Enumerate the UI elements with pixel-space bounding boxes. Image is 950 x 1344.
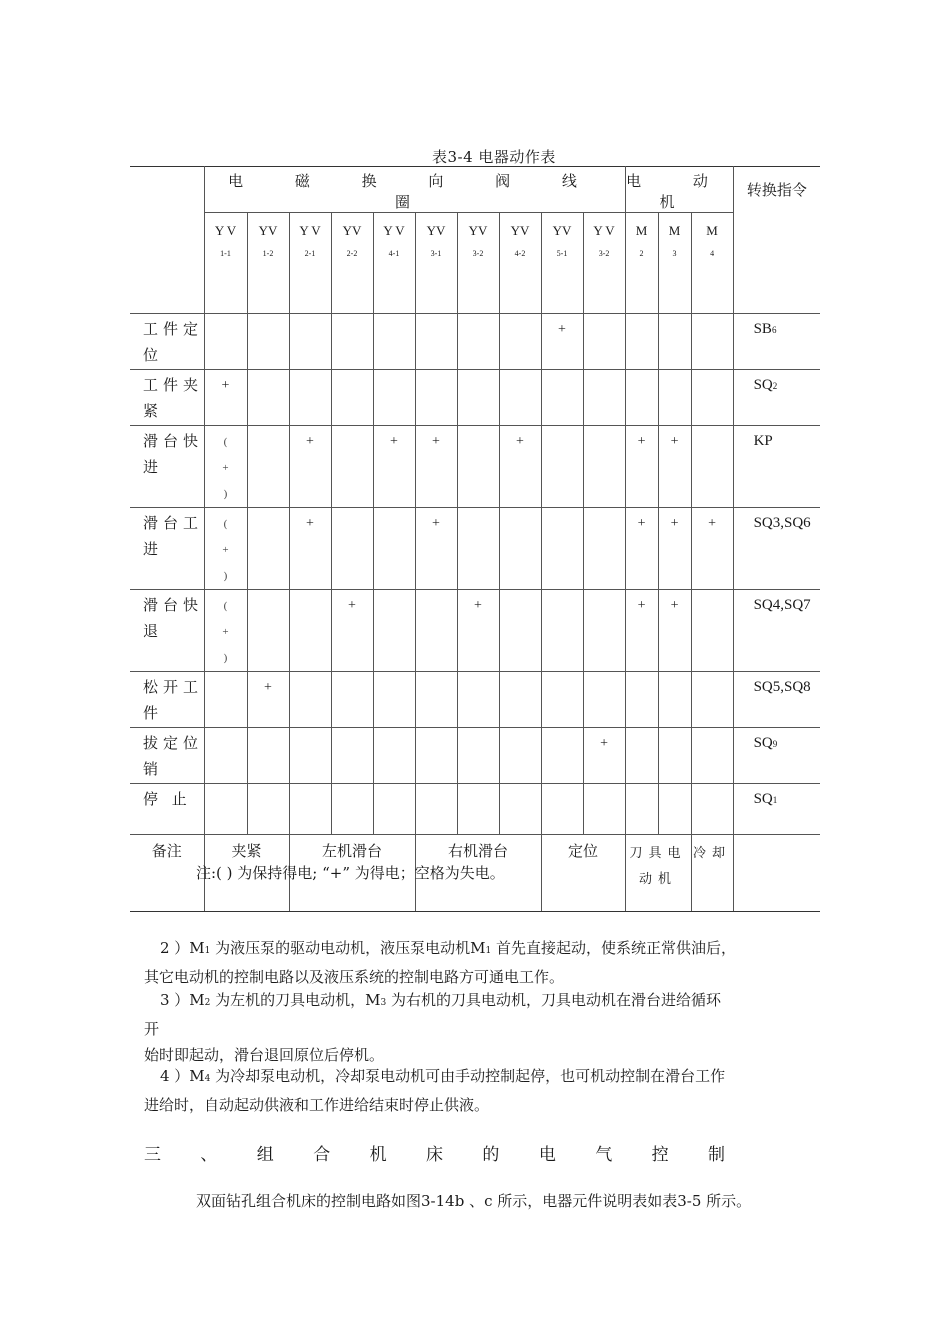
col-header: [289, 213, 331, 314]
table-cell: [541, 784, 583, 835]
energized-mark: +: [691, 508, 733, 590]
row-label: 停 止: [130, 784, 204, 835]
energized-mark: +: [204, 370, 247, 426]
command-text: SQ5,SQ8: [753, 679, 811, 695]
col-header: [625, 213, 658, 314]
table-cell: [691, 672, 733, 728]
table-cell: [583, 784, 625, 835]
note-tool-motor: 刀具电动机: [625, 835, 691, 912]
table-cell: [204, 784, 247, 835]
table-cell: [499, 672, 541, 728]
table-cell: [499, 314, 541, 370]
paragraph-4: 4 ）M4 为冷却泵电动机，冷却泵电动机可由手动控制起停，也可机动控制在滑台工作 进给时，自动起动供液和工作进给结束时停止供液。: [144, 1067, 726, 1114]
col-header-sub: 2-2: [346, 249, 358, 258]
command-text: SQ: [753, 791, 773, 807]
table-cell: [457, 784, 499, 835]
table-cell: [415, 672, 457, 728]
notes-label: 备注: [130, 835, 204, 912]
col-header: [499, 213, 541, 314]
table-cell: [373, 314, 415, 370]
note-clamp: 夹紧: [204, 835, 289, 912]
energized-mark: +: [658, 508, 691, 590]
command-subscript: 2: [772, 381, 778, 391]
table-cell: [204, 728, 247, 784]
col-header: [331, 213, 373, 314]
col-header: [541, 213, 583, 314]
convert-command: [733, 784, 820, 835]
col-header-sub: 5-1: [556, 249, 568, 258]
table-cell: [457, 672, 499, 728]
row-label: 松开工件: [130, 672, 204, 728]
energized-mark: +: [541, 314, 583, 370]
table-cell: [499, 590, 541, 672]
table-cell: [331, 508, 373, 590]
held-mark: ( + ): [204, 590, 247, 672]
table-cell: [658, 784, 691, 835]
table-cell: [691, 426, 733, 508]
table-cell: [331, 784, 373, 835]
table-cell: [691, 370, 733, 426]
table-row: [130, 370, 820, 426]
table-cell: [289, 784, 331, 835]
command-subscript: 6: [771, 325, 777, 335]
convert-command: [733, 314, 820, 370]
note-cooling: 冷却: [691, 835, 733, 912]
table-cell: [204, 672, 247, 728]
section-heading: 三 、 组 合 机 床 的 电 气 控 制: [144, 1145, 743, 1165]
convert-header: 转换指令: [733, 167, 820, 314]
table-cell: [457, 314, 499, 370]
col-header: [691, 213, 733, 314]
col-header: [415, 213, 457, 314]
table-cell: [247, 426, 289, 508]
table-cell: [289, 672, 331, 728]
col-header-sub: 3-2: [598, 249, 610, 258]
table-cell: [415, 370, 457, 426]
table-cell: [247, 590, 289, 672]
table-cell: [457, 426, 499, 508]
col-header-sub: 1-1: [220, 249, 231, 258]
table-cell: [457, 508, 499, 590]
col-header-sub: 3-1: [430, 249, 442, 258]
table-cell: [691, 784, 733, 835]
command-text: SB: [753, 321, 772, 337]
paragraph-3: 3 ）M2 为左机的刀具电动机，M3 为右机的刀具电动机，刀具电动机在滑台进给循环 开 始时即起动，滑台退回原位后停机。: [144, 991, 722, 1064]
table-cell: [625, 784, 658, 835]
table-cell: [331, 672, 373, 728]
table-cell: [583, 314, 625, 370]
closing-paragraph: 双面钻孔组合机床的控制电路如图3-14b 、c 所示，电器元件说明表如表3-5 所示。: [196, 1192, 752, 1210]
command-subscript: 9: [772, 739, 778, 749]
table-cell: [499, 370, 541, 426]
row-label: 拔定位销: [130, 728, 204, 784]
row-label: 滑台快进: [130, 426, 204, 508]
note-position: 定位: [541, 835, 625, 912]
table-cell: [541, 370, 583, 426]
col-header-sub: 4-1: [388, 249, 400, 258]
command-text: SQ4,SQ7: [753, 597, 811, 613]
col-header-main: YV: [258, 223, 278, 238]
table-cell: [457, 370, 499, 426]
energized-mark: +: [583, 728, 625, 784]
convert-command: [733, 672, 820, 728]
table-cell: [658, 370, 691, 426]
energized-mark: +: [499, 426, 541, 508]
convert-command: [733, 508, 820, 590]
table-row: [130, 784, 820, 835]
energized-mark: +: [625, 590, 658, 672]
table-cell: [625, 672, 658, 728]
group-valves-header: 电 磁 换 向 阀 线 圈: [204, 167, 625, 213]
energized-mark: +: [658, 590, 691, 672]
energized-mark: +: [289, 508, 331, 590]
table-cell: [289, 590, 331, 672]
col-header-sub: 4-2: [514, 249, 526, 258]
energized-mark: +: [658, 426, 691, 508]
col-header-main: M: [706, 223, 718, 238]
convert-command: [733, 426, 820, 508]
col-header-main: M: [635, 223, 648, 238]
energized-mark: +: [625, 508, 658, 590]
col-header-main: Y V: [299, 223, 321, 238]
table-cell: [457, 728, 499, 784]
col-header: [373, 213, 415, 314]
table-cell: [373, 508, 415, 590]
energized-mark: +: [625, 426, 658, 508]
table-cell: [499, 508, 541, 590]
table-cell: [415, 590, 457, 672]
corner-cell: [130, 167, 204, 314]
row-label: 工件夹紧: [130, 370, 204, 426]
table-cell: [499, 784, 541, 835]
table-row: [130, 672, 820, 728]
table-cell: [415, 728, 457, 784]
table-cell: [658, 728, 691, 784]
table-cell: [373, 672, 415, 728]
table-cell: [583, 370, 625, 426]
table-row: [130, 314, 820, 370]
command-text: SQ3,SQ6: [753, 515, 811, 531]
energized-mark: +: [331, 590, 373, 672]
convert-command: [733, 728, 820, 784]
col-header: [658, 213, 691, 314]
table-cell: [415, 784, 457, 835]
paragraph-2: 2 ）M1 为液压泵的驱动电动机，液压泵电动机M1 首先直接起动，使系统正常供油后， 其它电动机的控制电路以及液压系统的控制电路方可通电工作。: [144, 939, 737, 986]
table-cell: [625, 370, 658, 426]
table-cell: [331, 314, 373, 370]
table-row: [130, 590, 820, 672]
col-header-main: Y V: [383, 223, 405, 238]
energized-mark: +: [415, 426, 457, 508]
col-header: [583, 213, 625, 314]
table-cell: [583, 590, 625, 672]
table-cell: [247, 508, 289, 590]
table-cell: [541, 590, 583, 672]
col-header: [204, 213, 247, 314]
convert-command: [733, 370, 820, 426]
held-mark: ( + ): [204, 426, 247, 508]
col-header-sub: 4: [710, 249, 715, 258]
row-label: 滑台快退: [130, 590, 204, 672]
col-header-main: YV: [342, 223, 362, 238]
table-caption: 表3-4 电器动作表: [432, 148, 556, 166]
col-header-sub: 2: [639, 249, 644, 258]
table-row: [130, 426, 820, 508]
table-cell: [373, 784, 415, 835]
table-row: [130, 508, 820, 590]
col-header: [247, 213, 289, 314]
table-cell: [583, 508, 625, 590]
row-label: 滑台工进: [130, 508, 204, 590]
table-cell: [541, 508, 583, 590]
table-cell: [247, 784, 289, 835]
col-header-main: YV: [426, 223, 446, 238]
table-cell: [625, 314, 658, 370]
command-text: KP: [753, 433, 773, 449]
table-footnote: 注:( ) 为保持得电; “+” 为得电；空格为失电。: [196, 864, 505, 882]
table-cell: [247, 370, 289, 426]
energized-mark: +: [289, 426, 331, 508]
command-text: SQ: [753, 377, 773, 393]
energized-mark: +: [457, 590, 499, 672]
table-cell: [691, 590, 733, 672]
command-text: SQ: [753, 735, 773, 751]
energized-mark: +: [247, 672, 289, 728]
convert-command: [733, 590, 820, 672]
note-right-slide: 右机滑台: [415, 835, 541, 912]
held-mark: ( + ): [204, 508, 247, 590]
col-header-sub: 3-2: [472, 249, 484, 258]
table-cell: [541, 672, 583, 728]
command-subscript: 1: [772, 795, 778, 805]
col-header-main: YV: [510, 223, 530, 238]
note-left-slide: 左机滑台: [289, 835, 415, 912]
table-cell: [331, 370, 373, 426]
table-cell: [499, 728, 541, 784]
action-table: [130, 166, 820, 912]
table-cell: [247, 314, 289, 370]
col-header: [457, 213, 499, 314]
table-cell: [625, 728, 658, 784]
table-cell: [583, 426, 625, 508]
col-header-main: YV: [468, 223, 488, 238]
energized-mark: +: [373, 426, 415, 508]
row-label: 工件定位: [130, 314, 204, 370]
table-row: [130, 728, 820, 784]
table-cell: [691, 728, 733, 784]
col-header-main: YV: [552, 223, 572, 238]
table-cell: [289, 370, 331, 426]
table-cell: [373, 590, 415, 672]
table-cell: [583, 672, 625, 728]
table-cell: [541, 728, 583, 784]
table-cell: [373, 370, 415, 426]
table-cell: [331, 426, 373, 508]
table-cell: [658, 672, 691, 728]
table-cell: [415, 314, 457, 370]
energized-mark: +: [415, 508, 457, 590]
table-cell: [204, 314, 247, 370]
table-cell: [331, 728, 373, 784]
group-motors-header: 电 动 机: [625, 167, 733, 213]
table-cell: [373, 728, 415, 784]
col-header-sub: 3: [672, 249, 677, 258]
col-header-main: M: [668, 223, 681, 238]
table-cell: [247, 728, 289, 784]
table-cell: [691, 314, 733, 370]
table-cell: [289, 728, 331, 784]
col-header-sub: 1-2: [262, 249, 274, 258]
table-cell: [541, 426, 583, 508]
table-cell: [658, 314, 691, 370]
col-header-main: Y V: [214, 223, 237, 238]
table-cell: [289, 314, 331, 370]
note-empty: [733, 835, 820, 912]
col-header-main: Y V: [593, 223, 615, 238]
col-header-sub: 2-1: [304, 249, 316, 258]
